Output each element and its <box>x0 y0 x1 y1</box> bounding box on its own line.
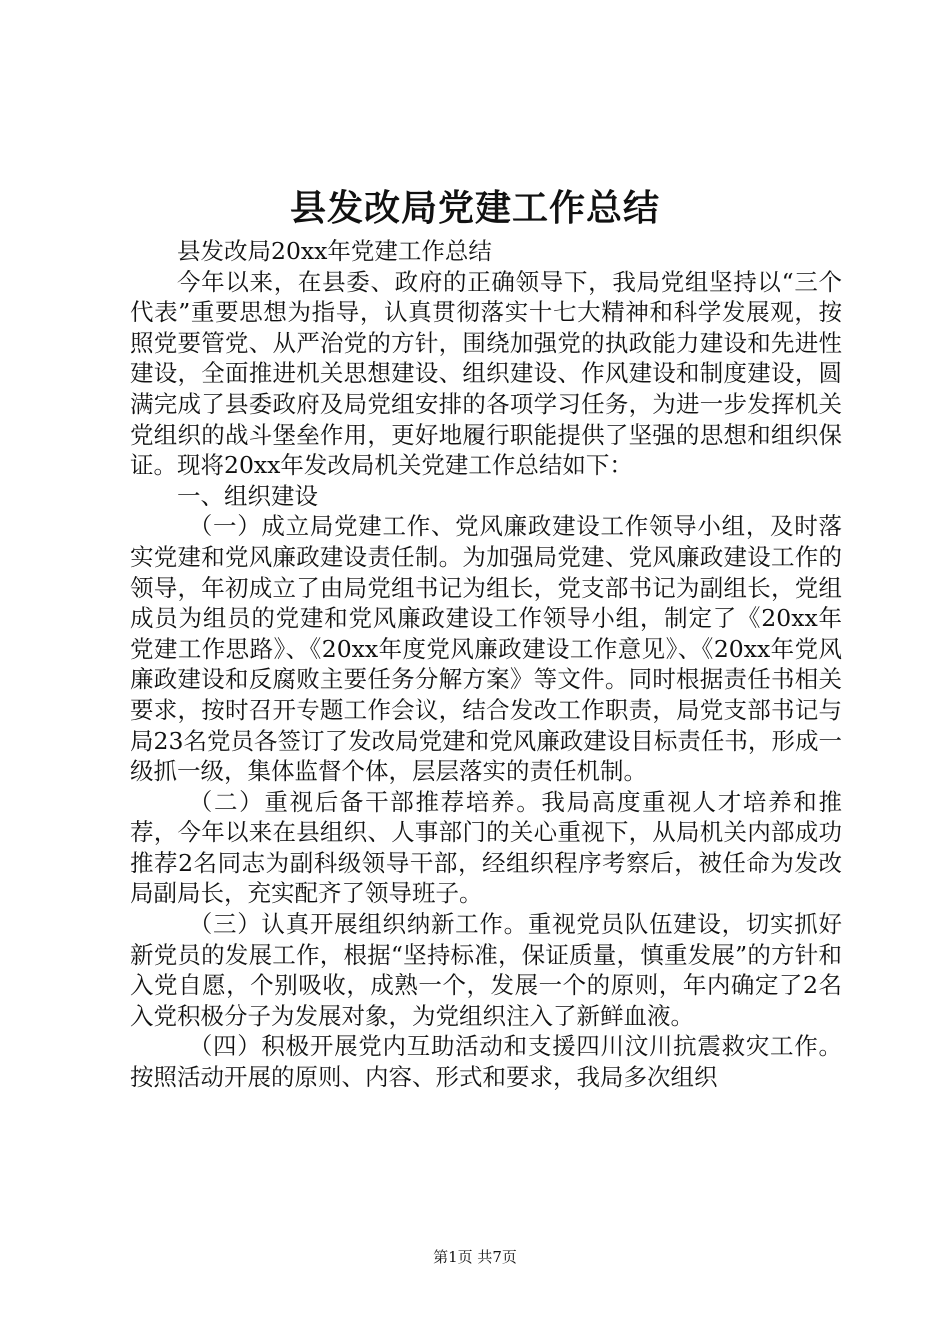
body-paragraph: （三）认真开展组织纳新工作。重视党员队伍建设，切实抓好新党员的发展工作，根据“坚持标准，保证质量，慎重发展”的方针和入党自愿，个别吸收，成熟一个，发展一个的原则，年内确定了2名入党积极分子为发展对象，为党组织注入了新鲜血液。 <box>130 910 842 1030</box>
body-paragraph: （四）积极开展党内互助活动和支援四川汶川抗震救灾工作。按照活动开展的原则、内容、形式和要求，我局多次组织 <box>130 1032 842 1092</box>
body-paragraph: （二）重视后备干部推荐培养。我局高度重视人才培养和推荐，今年以来在县组织、人事部门的关心重视下，从局机关内部成功推荐2名同志为副科级领导干部，经组织程序考察后，被任命为发改局副局长，充实配齐了领导班子。 <box>130 787 842 908</box>
subtitle-paragraph: 县发改局20xx年党建工作总结 <box>177 237 492 265</box>
document-body <box>130 236 842 1093</box>
body-paragraph: （一）成立局党建工作、党风廉政建设工作领导小组，及时落实党建和党风廉政建设责任制。为加强局党建、党风廉政建设工作的领导，年初成立了由局党组书记为组长，党支部书记为副组长，党组成员为组员的党建和党风廉政建设工作领导小组，制定了《20xx年党建工作思路》、《20xx年度党风廉政建设工作意见》、《20xx年党风廉政建设和反腐败主要任务分解方案》等文件。同时根据责任书相关要求，按时召开专题工作会议，结合发改工作职责，局党支部书记与局23名党员各签订了发改局党建和党风廉政建设目标责任书，形成一级抓一级，集体监督个体，层层落实的责任机制。 <box>130 512 842 786</box>
section-heading: 一、组织建设 <box>177 481 318 510</box>
document-title: 县发改局党建工作总结 <box>289 187 660 229</box>
intro-paragraph: 今年以来，在县委、政府的正确领导下，我局党组坚持以“三个代表”重要思想为指导，认真贯彻落实十七大精神和科学发展观，按照党要管党、从严治党的方针，围绕加强党的执政能力建设和先进性建设，全面推进机关思想建设、组织建设、作风建设和制度建设，圆满完成了县委政府及局党组安排的各项学习任务，为进一步发挥机关党组织的战斗堡垒作用，更好地履行职能提供了坚强的思想和组织保证。现将20xx年发改局机关党建工作总结如下： <box>130 267 842 480</box>
page-number-footer: 第1页 共7页 <box>433 1248 517 1266</box>
